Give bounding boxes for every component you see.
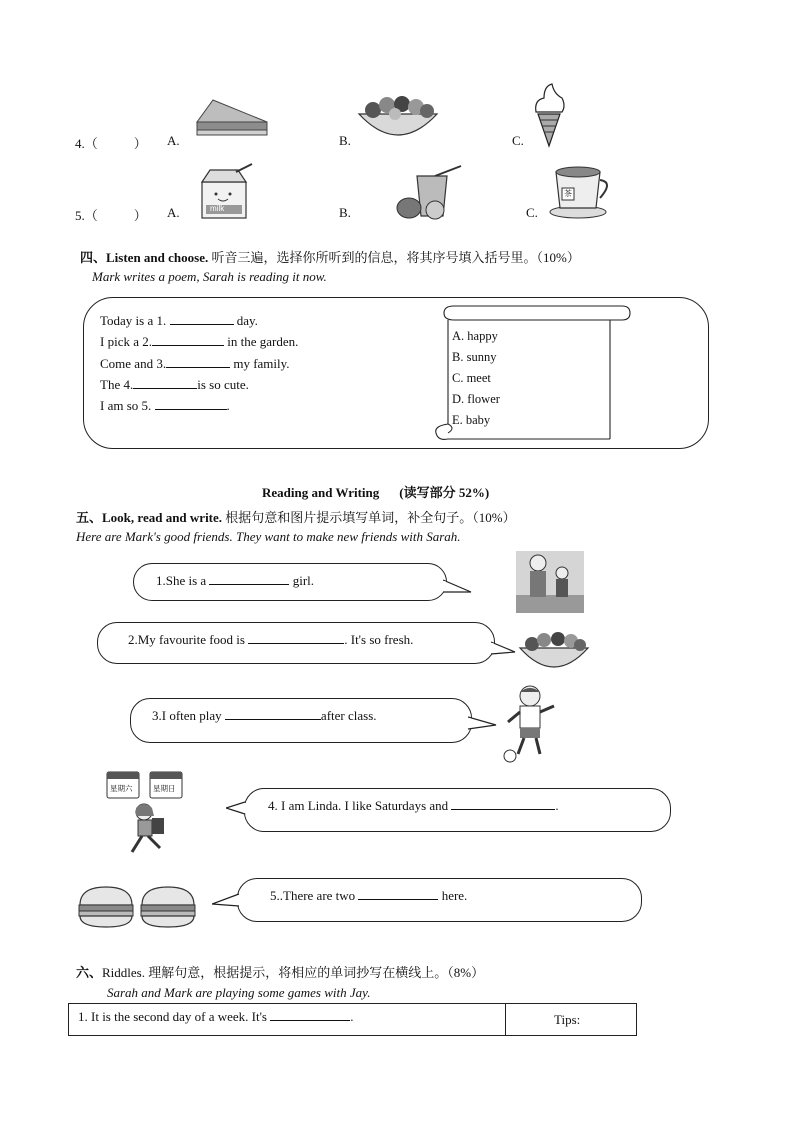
bubble-tail [443,578,473,596]
answer-blank[interactable] [166,356,230,368]
section-4-subtitle: Mark writes a poem, Sarah is reading it now. [92,269,327,284]
ice-cream-image [530,82,568,148]
section-5-title: 五、Look, read and write. 根据句意和图片提示填写单词，补全句子。（10%） [76,510,516,525]
juice-and-orange-image [395,164,467,220]
sentence-3: 3.I often play after class. [152,708,377,723]
section-6-subtitle: Sarah and Mark are playing some games with Jay. [107,985,371,1000]
answer-blank[interactable] [209,573,289,585]
salad-bowl-image [516,628,592,676]
tea-cup-image [548,160,616,220]
question-4-number: 4.（ ） [75,136,147,151]
tips-label: Tips: [554,1012,581,1027]
milk-carton-image [196,162,258,220]
answer-blank[interactable] [248,632,344,644]
table-divider [505,1004,506,1035]
word-option: E. baby [452,413,491,427]
riddle-row-1: 1. It is the second day of a week. It's . [78,1009,354,1024]
bubble-tail [226,800,246,818]
word-option: B. sunny [452,350,497,364]
option-b-label: B. [339,205,351,220]
grandma-and-girl-image [516,551,584,613]
calendar-saturday-icon [106,769,140,799]
bubble-tail [491,640,517,658]
sandwich-image [193,96,271,138]
sentence-4: 4. I am Linda. I like Saturdays and . [268,798,559,813]
answer-blank[interactable] [155,398,227,410]
bubble-tail [468,715,498,733]
answer-blank[interactable] [152,334,224,346]
word-option: A. happy [452,329,498,343]
salad-bowl-image [355,92,441,146]
option-c-label: C. [526,205,538,220]
option-a-label: A. [167,205,180,220]
section-6-title: 六、Riddles. 理解句意，根据提示，将相应的单词抄写在横线上。（8%） [76,965,485,980]
option-c-label: C. [512,133,524,148]
poem-line-4: The 4. is so cute. [100,377,249,392]
word-option: C. meet [452,371,491,385]
milk-label: milk [210,204,225,213]
bubble-tail [212,892,240,910]
answer-blank[interactable] [225,708,321,720]
option-b-label: B. [339,133,351,148]
question-5-number: 5.（ ） [75,208,147,223]
answer-blank[interactable] [170,313,234,325]
poem-line-5: I am so 5. . [100,398,230,413]
hamburgers-image [76,883,200,933]
sentence-5: 5..There are two here. [270,888,468,903]
girl-reading-image [126,802,170,860]
section-5-subtitle: Here are Mark's good friends. They want to make new friends with Sarah. [76,529,461,544]
word-option: D. flower [452,392,500,406]
riddle-table [68,1003,637,1036]
reading-writing-heading: Reading and Writing (读写部分 52%) [262,485,490,500]
calendar-sunday-label: 星期日 [153,784,176,793]
boy-playing-football-image [500,684,562,764]
poem-line-1: Today is a 1. day. [100,313,258,328]
sentence-1: 1.She is a girl. [156,573,315,588]
answer-blank[interactable] [358,888,438,900]
calendar-sunday-icon [149,769,183,799]
poem-line-2: I pick a 2. in the garden. [100,334,299,349]
answer-blank[interactable] [270,1009,350,1021]
sentence-2: 2.My favourite food is . It's so fresh. [128,632,414,647]
answer-blank[interactable] [133,377,197,389]
poem-line-3: Come and 3. my family. [100,356,290,371]
tea-label: 茶 [564,189,572,198]
option-a-label: A. [167,133,180,148]
section-4-title: 四、Listen and choose. 听音三遍，选择你所听到的信息，将其序号填入括号里。（10%） [80,250,580,265]
calendar-saturday-label: 星期六 [110,784,133,793]
answer-blank[interactable] [451,798,555,810]
